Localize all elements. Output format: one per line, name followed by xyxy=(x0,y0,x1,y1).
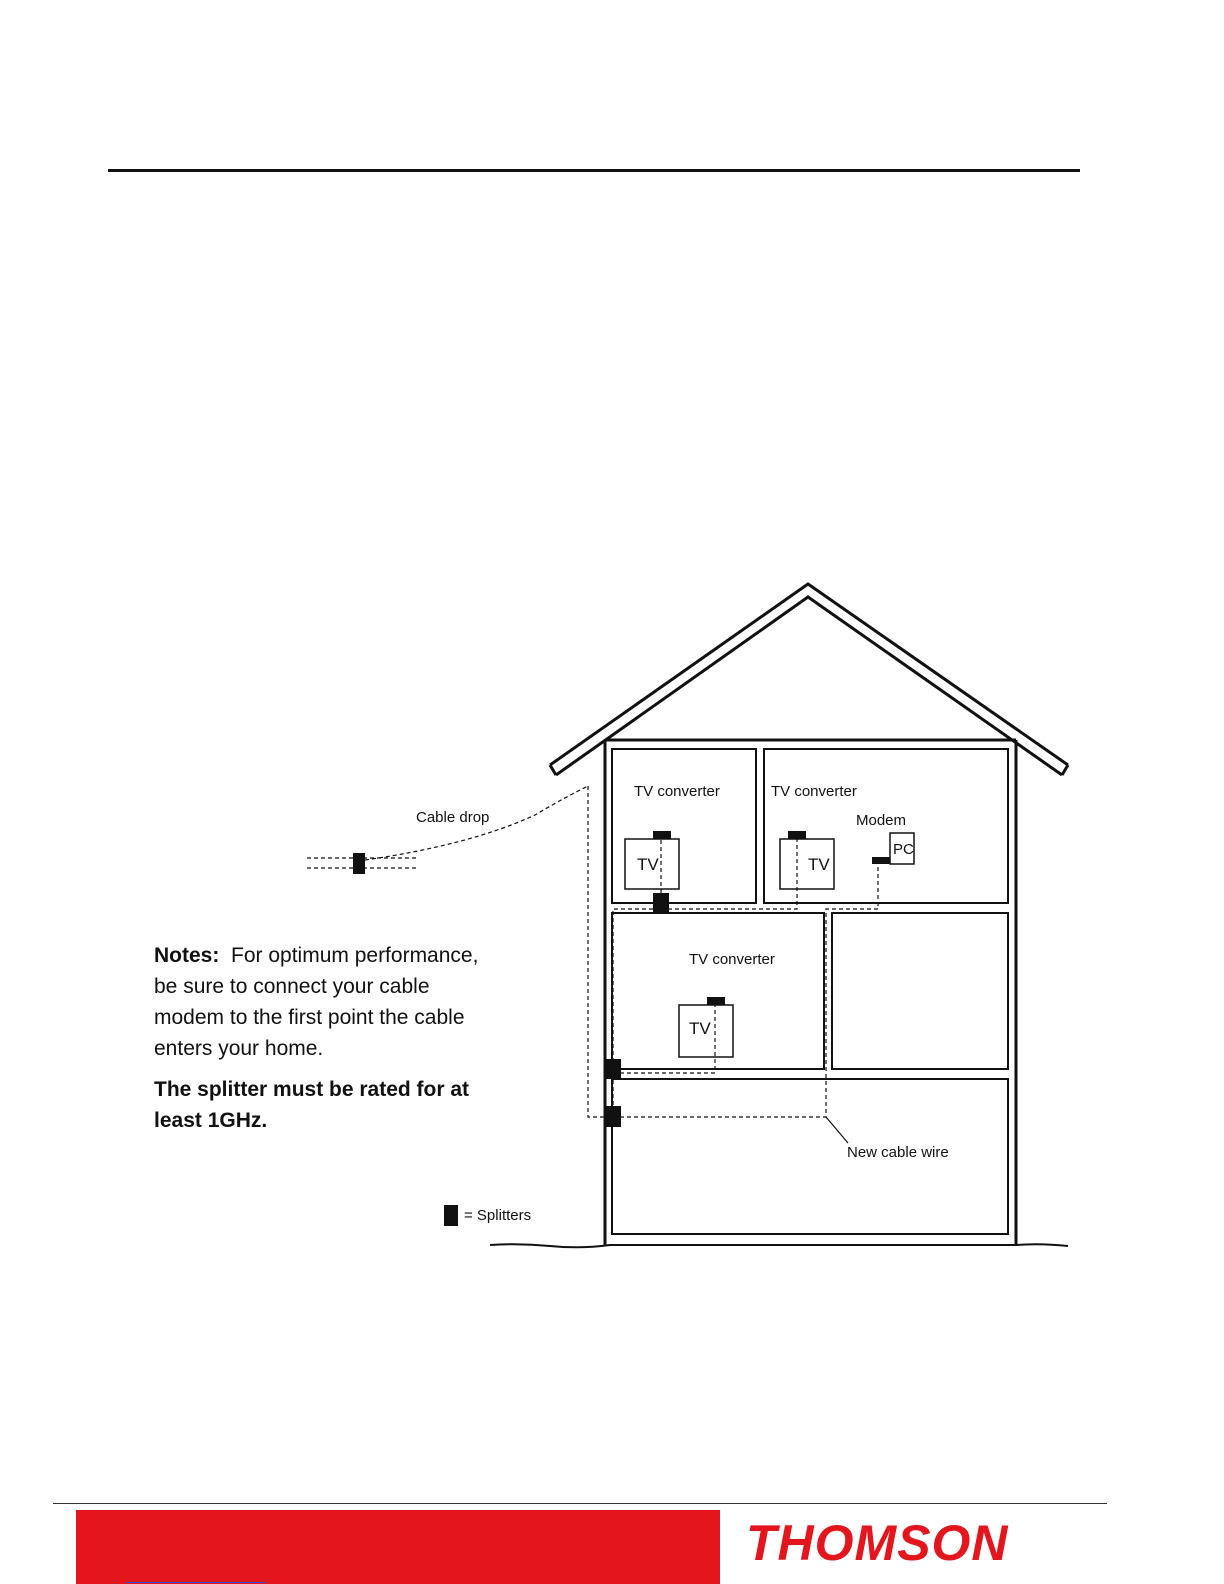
cable-drop-label: Cable drop xyxy=(416,809,490,826)
rooms xyxy=(612,749,1008,1234)
devices xyxy=(625,833,914,1057)
splitter-legend-swatch xyxy=(444,1205,458,1226)
new-cable-wire-leader xyxy=(826,1117,848,1143)
tv-label-3: TV xyxy=(689,1019,711,1038)
tv-converter-label-3: TV converter xyxy=(689,951,775,968)
notes-heading: Notes: xyxy=(154,944,220,967)
footer-red-banner xyxy=(76,1510,720,1584)
footer-band xyxy=(76,1510,1224,1584)
cable-drop-line xyxy=(307,786,588,868)
pc-label: PC xyxy=(893,841,914,858)
room-middle-left xyxy=(612,913,824,1069)
splitter-entry xyxy=(604,1106,621,1127)
converter-connectors xyxy=(653,831,890,1005)
ground-line xyxy=(490,1244,1068,1247)
thomson-logo: THOMSON xyxy=(746,1515,1009,1571)
roof xyxy=(550,584,1068,775)
splitter-outdoor xyxy=(353,853,365,874)
footer-rule xyxy=(53,1503,1107,1504)
tv-converter-label-2: TV converter xyxy=(771,783,857,800)
splitters-legend-label: = Splitters xyxy=(464,1207,532,1224)
splitter-upper xyxy=(653,893,669,913)
tv-converter-label-1: TV converter xyxy=(634,783,720,800)
notes-text: For optimum performance, be sure to connect your cable modem to the first point the cable enters your home. xyxy=(154,944,479,1060)
tv-label-2: TV xyxy=(808,855,830,874)
tv-label-1: TV xyxy=(637,855,659,874)
modem-label: Modem xyxy=(856,812,907,829)
room-upper-left xyxy=(612,749,756,903)
new-cable-wire-label: New cable wire xyxy=(847,1144,949,1161)
room-middle-right xyxy=(832,913,1008,1069)
notes-paragraph xyxy=(154,940,484,1064)
footer-link-underline xyxy=(126,1582,266,1583)
splitter-middle xyxy=(604,1059,621,1079)
notes-block xyxy=(154,940,484,1136)
house-walls xyxy=(605,740,1016,1246)
notes-warning: The splitter must be rated for at least 1GHz. xyxy=(154,1078,470,1132)
